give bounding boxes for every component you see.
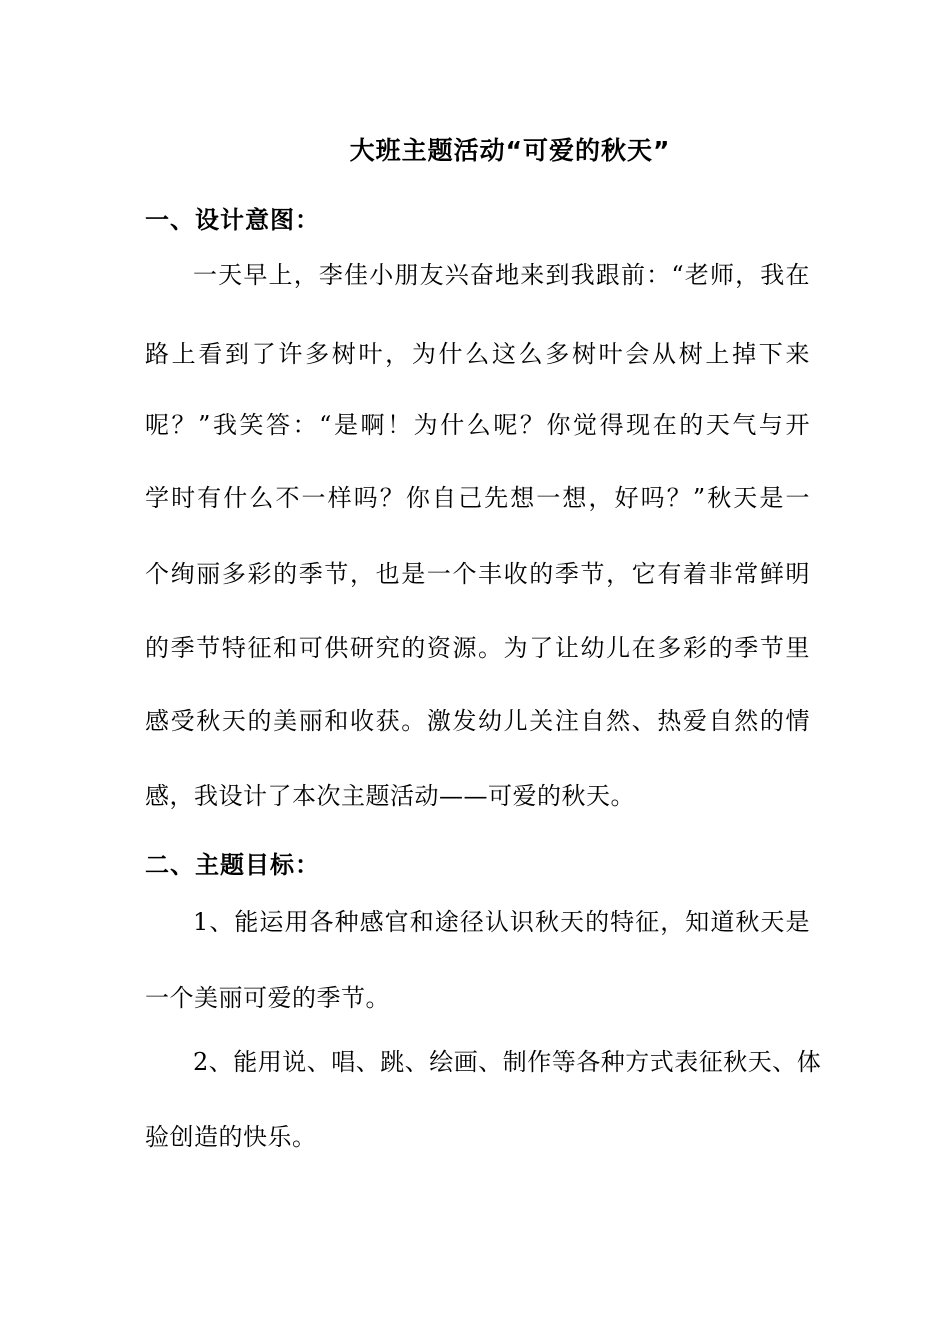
- section-heading-design-intent: 一、设计意图：: [145, 206, 320, 234]
- paragraph-line: 路上看到了许多树叶，为什么这么多树叶会从树上掉下来: [145, 340, 810, 368]
- paragraph-line: 呢？”我笑答：“是啊！为什么呢？你觉得现在的天气与开: [145, 411, 810, 439]
- goal-item-line: 2、能用说、唱、跳、绘画、制作等各种方式表征秋天、体: [193, 1048, 822, 1076]
- paragraph-line: 一天早上，李佳小朋友兴奋地来到我跟前：“老师，我在: [193, 261, 810, 289]
- goal-item-line: 一个美丽可爱的季节。: [145, 984, 390, 1012]
- paragraph-line: 感，我设计了本次主题活动——可爱的秋天。: [145, 782, 635, 810]
- paragraph-line: 个绚丽多彩的季节，也是一个丰收的季节，它有着非常鲜明: [145, 560, 810, 588]
- paragraph-line: 的季节特征和可供研究的资源。为了让幼儿在多彩的季节里: [145, 634, 810, 662]
- goal-item-line: 验创造的快乐。: [145, 1123, 317, 1151]
- goal-item-line: 1、能运用各种感官和途径认识秋天的特征，知道秋天是: [193, 908, 810, 936]
- section-heading-theme-goals: 二、主题目标：: [145, 851, 320, 879]
- paragraph-line: 感受秋天的美丽和收获。激发幼儿关注自然、热爱自然的情: [145, 707, 810, 735]
- paragraph-line: 学时有什么不一样吗？你自己先想一想，好吗？”秋天是一: [145, 484, 810, 512]
- document-title: 大班主题活动“可爱的秋天”: [349, 136, 671, 165]
